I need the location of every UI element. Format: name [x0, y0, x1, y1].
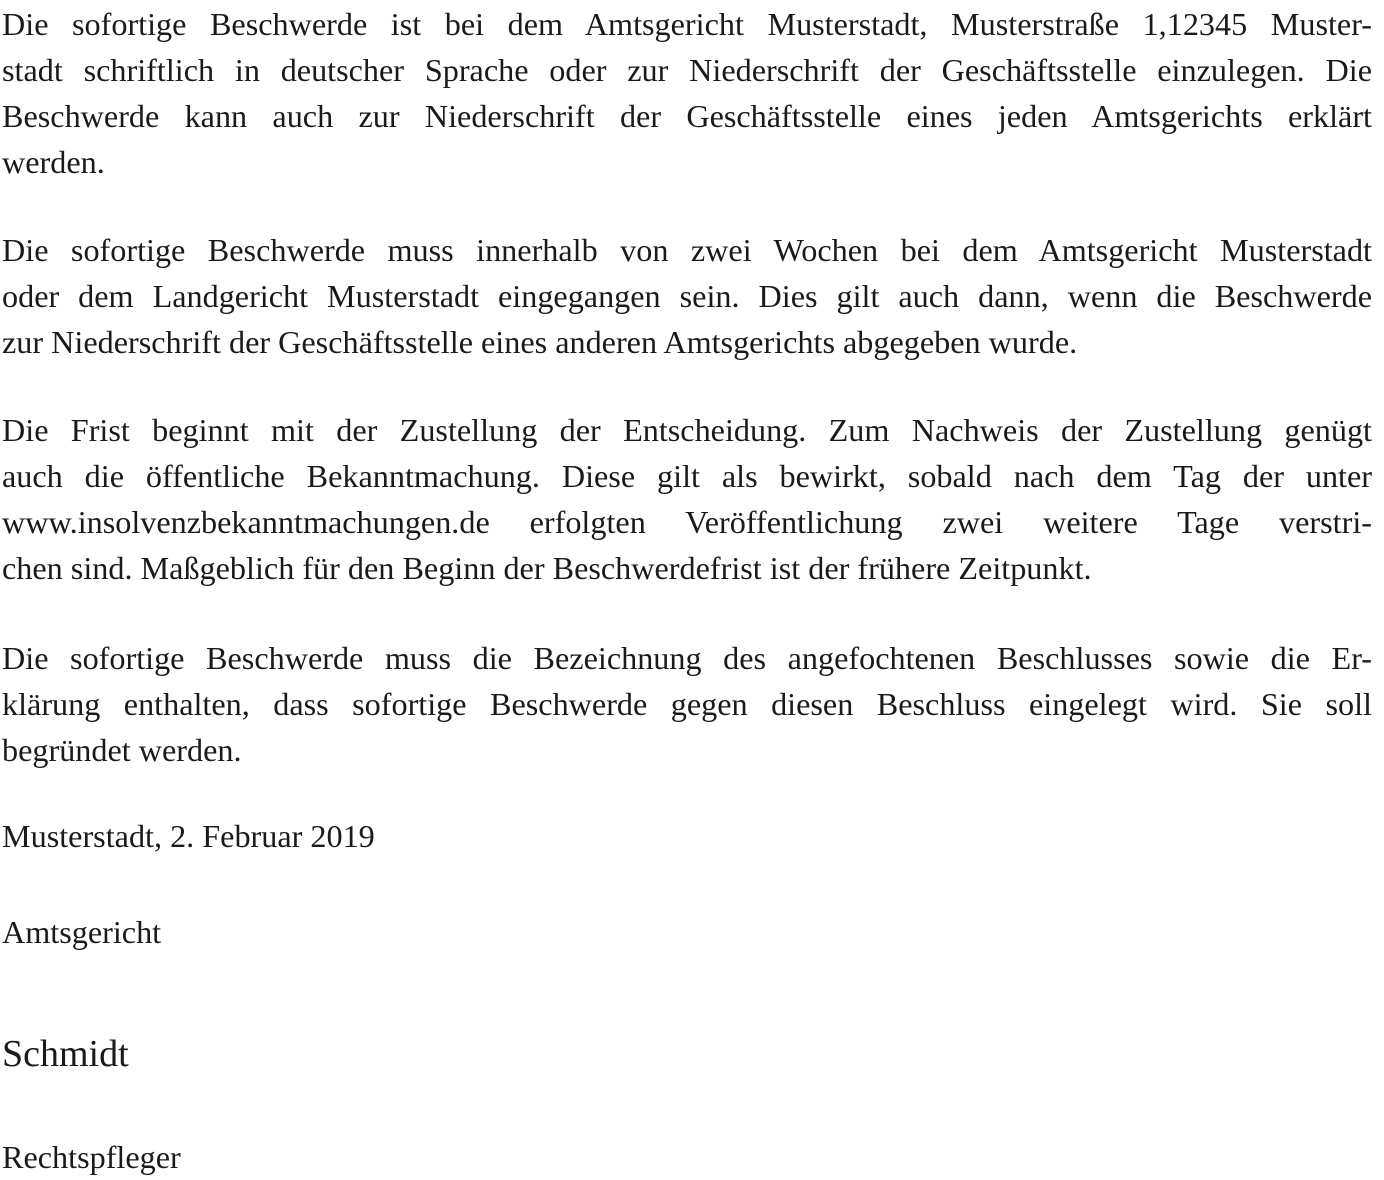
place-date: Musterstadt, 2. Februar 2019: [2, 818, 375, 854]
paragraph-appeal-deadline: [2, 227, 1372, 365]
signature-name: Schmidt: [2, 1033, 129, 1075]
text-line: www.insolvenzbekanntmachungen.de erfolgten Veröffentlichung zwei weitere Tage verstri-: [2, 504, 1372, 540]
signer-role: Rechtspfleger: [2, 1139, 181, 1175]
text-line: auch die öffentliche Bekanntmachung. Diese gilt als bewirkt, sobald nach dem Tag der unter: [2, 458, 1372, 494]
text-line: Die sofortige Beschwerde muss die Bezeichnung des angefochtenen Beschlusses sowie die Er-: [2, 640, 1372, 676]
text-line: Die sofortige Beschwerde ist bei dem Amtsgericht Musterstadt, Musterstraße 1,12345 Muster-: [2, 6, 1372, 42]
court-name: Amtsgericht: [2, 914, 162, 950]
paragraph-deadline-start: [2, 407, 1372, 591]
text-line: begründet werden.: [2, 732, 242, 768]
text-line: Die Frist beginnt mit der Zustellung der Entscheidung. Zum Nachweis der Zustellung genügt: [2, 412, 1372, 448]
paragraph-appeal-filing: [2, 1, 1372, 185]
text-line: stadt schriftlich in deutscher Sprache oder zur Niederschrift der Geschäftsstelle einzulegen. Die: [2, 52, 1372, 88]
text-line: werden.: [2, 144, 105, 180]
text-line: klärung enthalten, dass sofortige Beschwerde gegen diesen Beschluss eingelegt wird. Sie soll: [2, 686, 1372, 722]
text-line: Beschwerde kann auch zur Niederschrift der Geschäftsstelle eines jeden Amtsgerichts erklärt: [2, 98, 1372, 134]
paragraph-appeal-content: [2, 635, 1372, 773]
text-line: chen sind. Maßgeblich für den Beginn der Beschwerdefrist ist der frühere Zeitpunkt.: [2, 550, 1092, 586]
text-line: Die sofortige Beschwerde muss innerhalb von zwei Wochen bei dem Amtsgericht Musterstadt: [2, 232, 1372, 268]
text-line: zur Niederschrift der Geschäftsstelle eines anderen Amtsgerichts abgegeben wurde.: [2, 324, 1078, 360]
text-line: oder dem Landgericht Musterstadt eingegangen sein. Dies gilt auch dann, wenn die Beschwerde: [2, 278, 1372, 314]
